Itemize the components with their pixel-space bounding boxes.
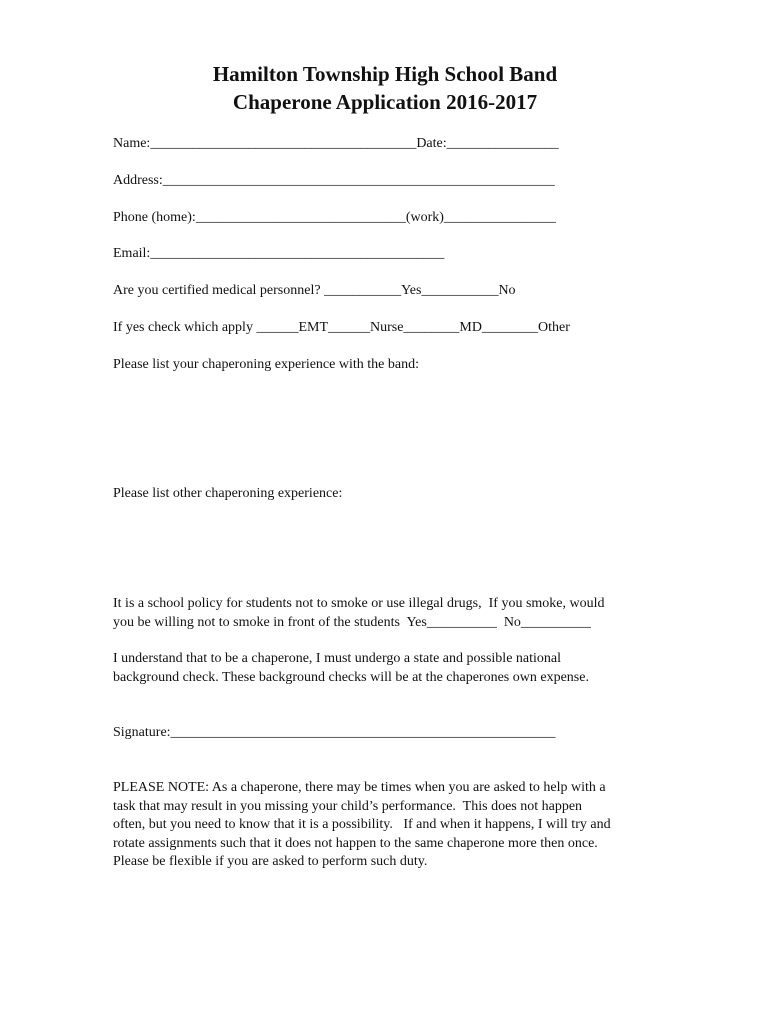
smoking-policy-line1: It is a school policy for students not to smoke or use illegal drugs, If you smoke, would bbox=[113, 596, 605, 611]
signature-field[interactable]: Signature:_______________________________________________________ bbox=[113, 725, 556, 740]
background-line2: background check. These background checks will be at the chaperones own expense. bbox=[113, 669, 589, 685]
form-title-line1: Hamilton Township High School Band bbox=[212, 62, 558, 86]
address-field[interactable]: Address:________________________________________________________ bbox=[113, 173, 555, 188]
note-line4: rotate assignments such that it does not happen to the same chaperone more then once. bbox=[113, 835, 598, 851]
note-line1: PLEASE NOTE: As a chaperone, there may be times when you are asked to help with a bbox=[113, 780, 606, 795]
other-experience-prompt: Please list other chaperoning experience: bbox=[113, 486, 343, 501]
check-which-apply[interactable]: If yes check which apply ______EMT______Nurse________MD________Other bbox=[113, 320, 570, 335]
name-date-field[interactable]: Name:______________________________________Date:________________ bbox=[113, 136, 559, 151]
please-note bbox=[113, 779, 673, 872]
note-line3: often, but you need to know that it is a possibility. If and when it happens, I will try and bbox=[113, 817, 611, 832]
email-field[interactable]: Email:__________________________________________ bbox=[113, 246, 445, 261]
note-line2: task that may result in you missing your child’s performance. This does not happen bbox=[113, 798, 583, 814]
background-line1: I understand that to be a chaperone, I must undergo a state and possible national bbox=[113, 651, 561, 666]
form-title-line2: Chaperone Application 2016-2017 bbox=[232, 90, 538, 114]
smoking-policy[interactable] bbox=[113, 595, 673, 632]
smoking-policy-line2[interactable]: you be willing not to smoke in front of the students Yes__________ No__________ bbox=[113, 614, 591, 630]
band-experience-prompt: Please list your chaperoning experience with the band: bbox=[113, 357, 419, 372]
note-line5: Please be flexible if you are asked to perform such duty. bbox=[113, 854, 428, 869]
background-check-statement bbox=[113, 650, 673, 687]
phone-field[interactable]: Phone (home):______________________________(work)________________ bbox=[113, 210, 556, 225]
medical-personnel-question[interactable]: Are you certified medical personnel? ___________Yes___________No bbox=[113, 283, 516, 298]
